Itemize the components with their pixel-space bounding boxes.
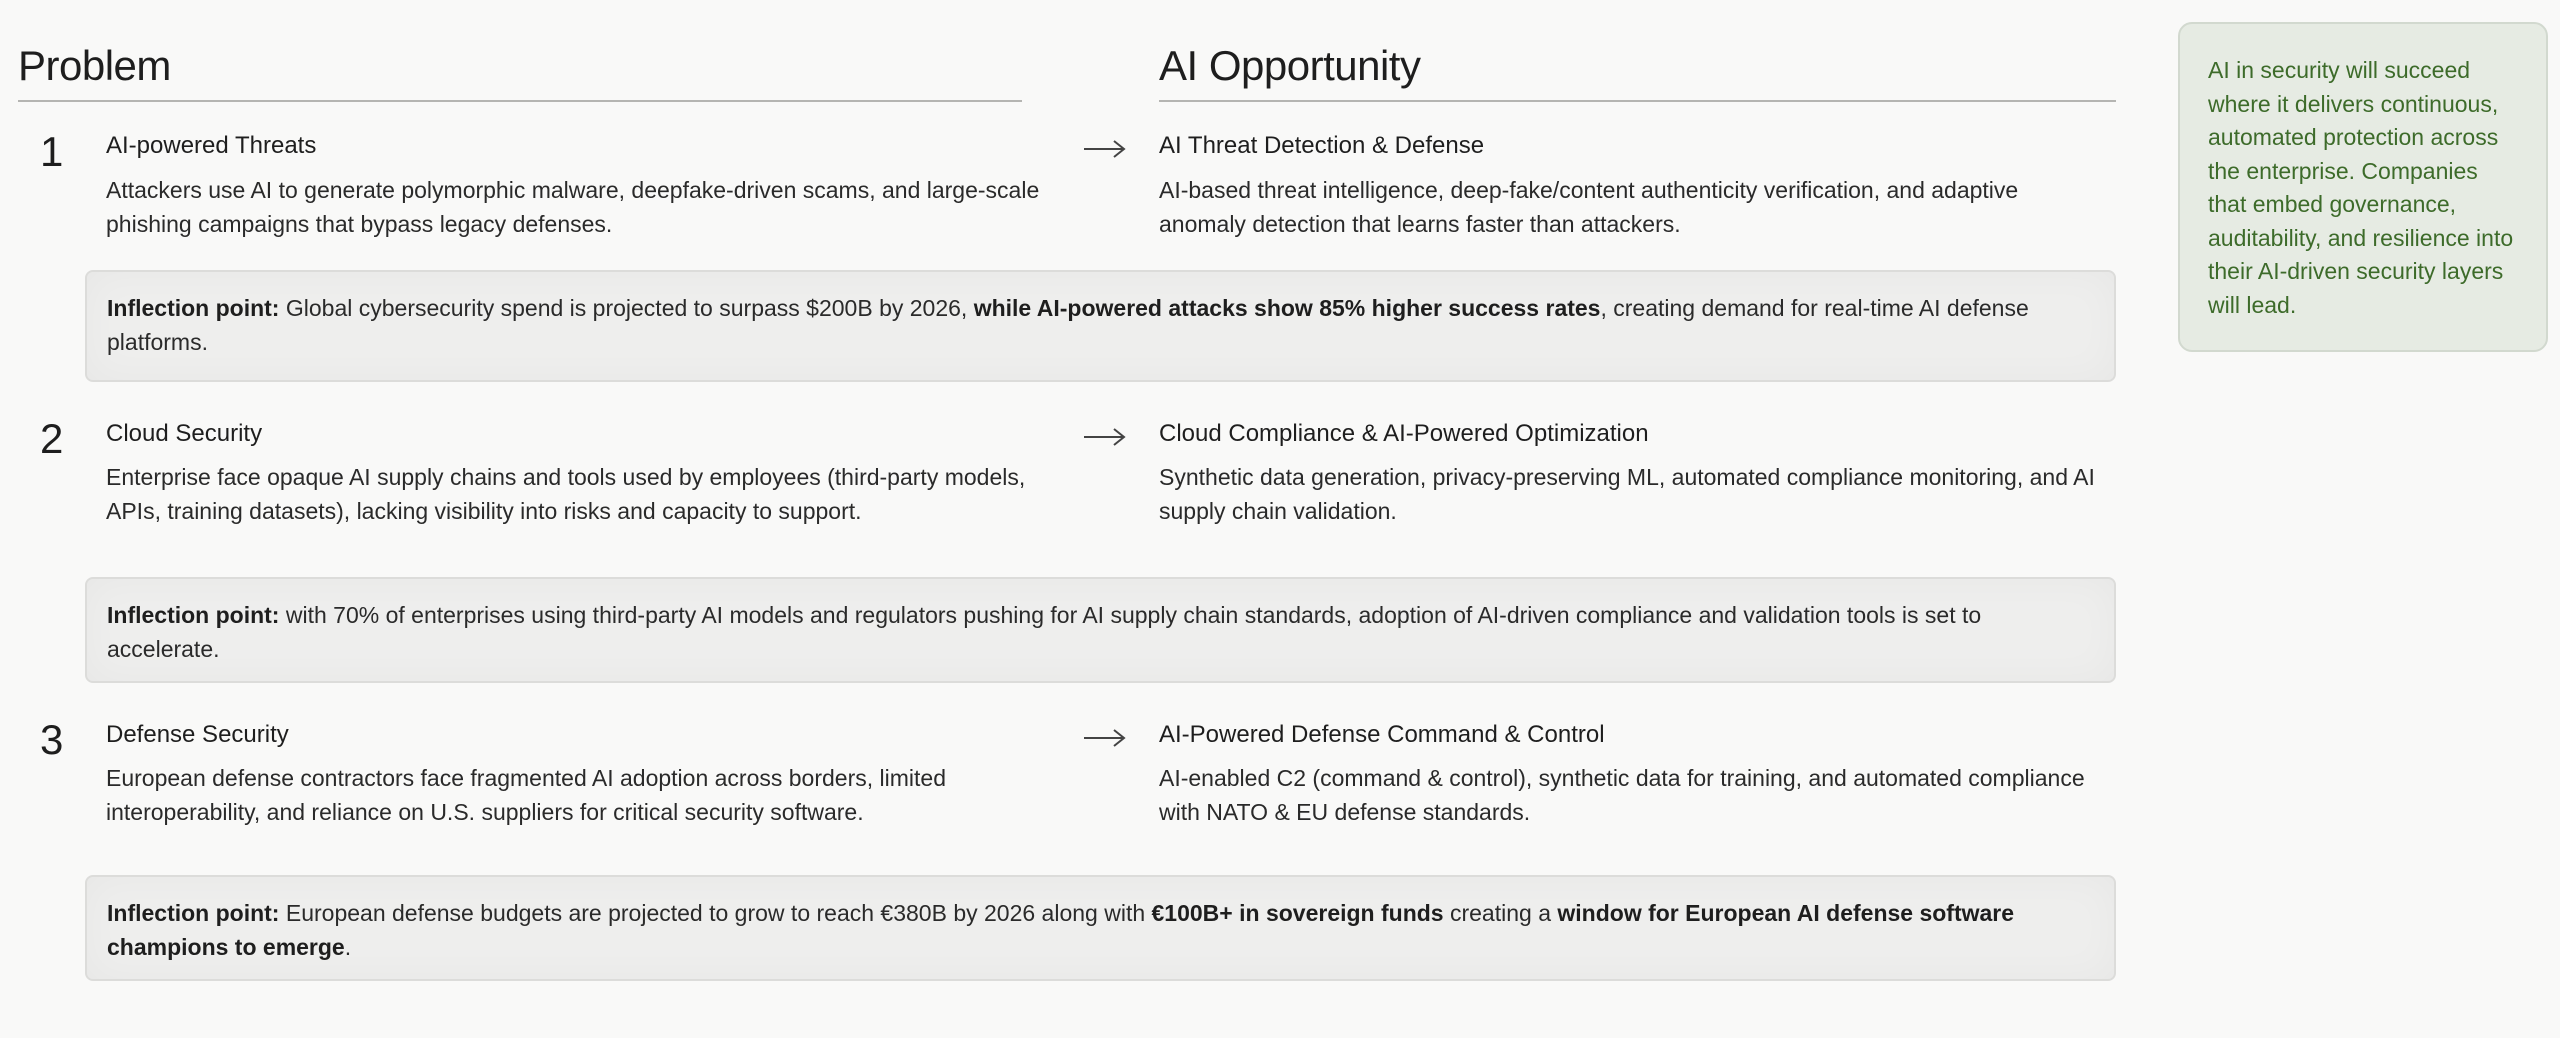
problem-description: European defense contractors face fragmented AI adoption across borders, limited interoperability, and reliance on U.S. suppliers for critical security software. xyxy=(106,765,946,825)
row-number: 3 xyxy=(40,716,64,763)
inflection-label: Inflection point: xyxy=(107,900,280,926)
opportunity-description: AI-enabled C2 (command & control), synthetic data for training, and automated compliance with NATO & EU defense standards. xyxy=(1159,765,2085,825)
row-number: 1 xyxy=(40,128,64,175)
opportunity-description: AI-based threat intelligence, deep-fake/content authenticity verification, and adaptive anomaly detection that learns faster than attackers. xyxy=(1159,177,2019,237)
problem-description: Enterprise face opaque AI supply chains and tools used by employees (third-party models, APIs, training datasets), lacking visibility into risks and capacity to support. xyxy=(106,464,1026,524)
inflection-text: . xyxy=(344,934,352,960)
arrow-right-icon xyxy=(1083,139,1127,159)
problem-description: Attackers use AI to generate polymorphic malware, deepfake-driven scams, and large-scale phishing campaigns that bypass legacy defenses. xyxy=(106,177,1040,237)
opportunity-description: Synthetic data generation, privacy-preserving ML, automated compliance monitoring, and AI supply chain validation. xyxy=(1159,464,2095,524)
problem-title: AI-powered Threats xyxy=(106,132,317,159)
inflection-highlight: window for European AI defense software champions to emerge xyxy=(107,900,2015,960)
problem-title: Cloud Security xyxy=(106,420,263,447)
problem-title: Defense Security xyxy=(106,721,289,748)
opportunity-title: Cloud Compliance & AI-Powered Optimization xyxy=(1159,420,1649,447)
inflection-box xyxy=(85,875,2116,981)
opportunity-title: AI-Powered Defense Command & Control xyxy=(1159,721,1605,748)
inflection-text: creating a xyxy=(1443,900,1558,926)
problem-header: Problem xyxy=(18,42,1022,102)
inflection-text: European defense budgets are projected to grow to reach €380B by 2026 along with xyxy=(279,900,1152,926)
inflection-label: Inflection point: xyxy=(107,295,280,321)
summary-callout: AI in security will succeed where it delivers continuous, automated protection across the enterprise. Companies that embed governance, auditability, and resilience into their AI-driven security layers will lead. xyxy=(2178,22,2548,352)
arrow-right-icon xyxy=(1083,728,1127,748)
inflection-highlight: €100B+ in sovereign funds xyxy=(1151,900,1444,926)
arrow-right-icon xyxy=(1083,427,1127,447)
row-number: 2 xyxy=(40,415,64,462)
inflection-text: with 70% of enterprises using third-party AI models and regulators pushing for AI supply chain standards, adoption of AI-driven compliance and validation tools is set to accelerate. xyxy=(107,602,1982,662)
inflection-box xyxy=(85,270,2116,382)
inflection-highlight: while AI-powered attacks show 85% higher success rates xyxy=(973,295,1601,321)
inflection-box xyxy=(85,577,2116,683)
inflection-label: Inflection point: xyxy=(107,602,280,628)
inflection-text: , creating demand for real-time AI defense platforms. xyxy=(107,295,2029,355)
opportunity-title: AI Threat Detection & Defense xyxy=(1159,132,1485,159)
opportunity-header: AI Opportunity xyxy=(1159,42,2116,102)
inflection-text: Global cybersecurity spend is projected to surpass $200B by 2026, xyxy=(279,295,974,321)
